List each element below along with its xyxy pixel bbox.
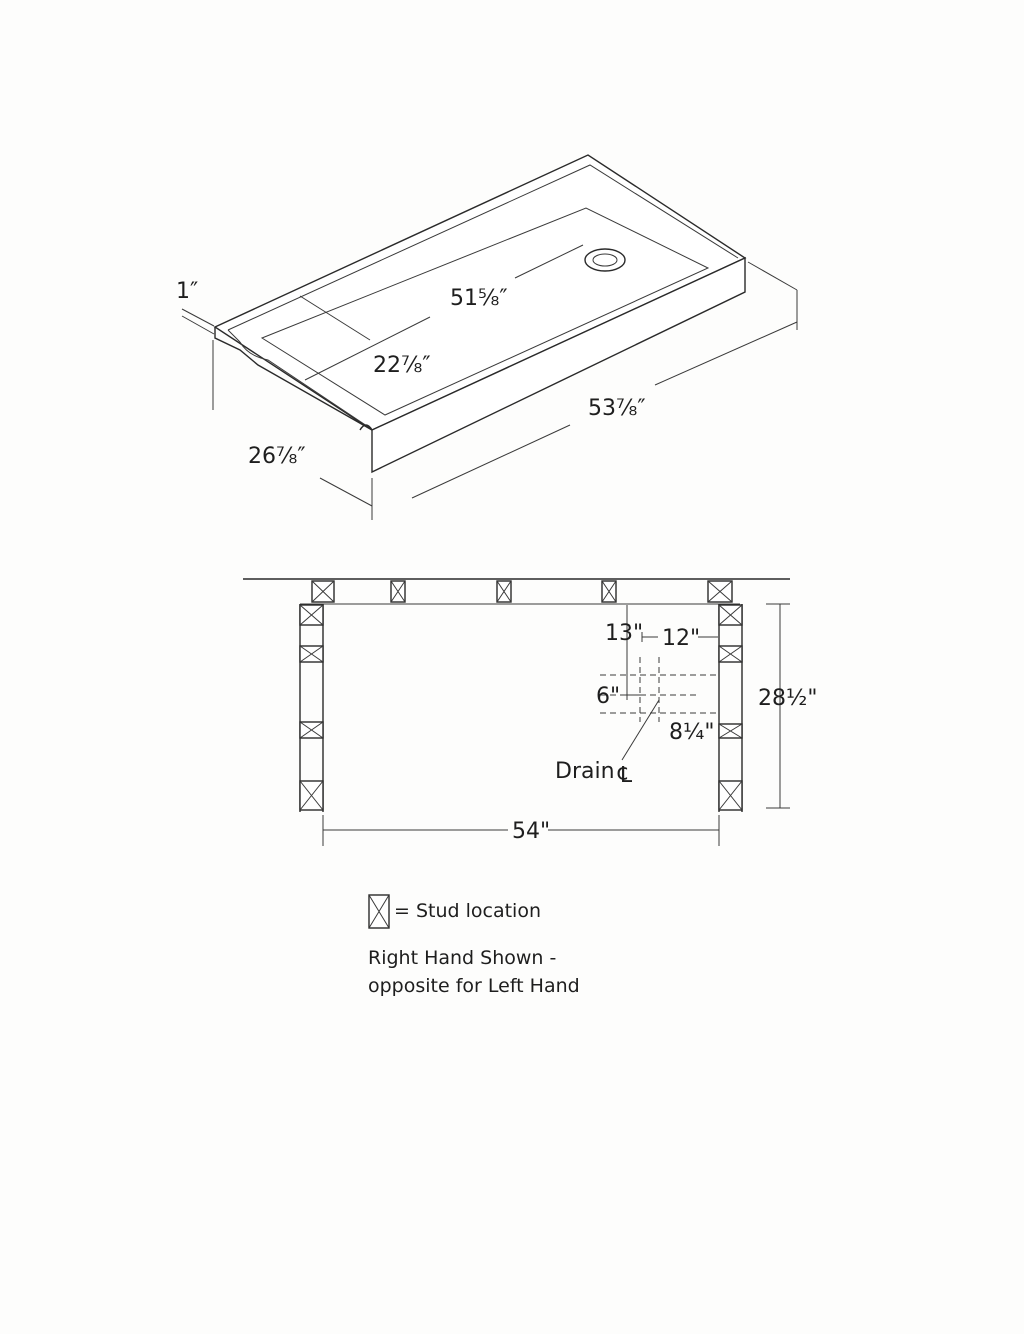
stud-icon (719, 781, 742, 810)
hand-note-line2: opposite for Left Hand (368, 975, 580, 997)
dim-rim-ext2 (182, 316, 214, 334)
stud-icon (300, 722, 323, 738)
dim-12-label: 12" (662, 626, 701, 651)
dim-outer-width-label: 26⅞″ (248, 444, 306, 469)
dim-width-label: 54" (512, 819, 551, 844)
stud-icon (719, 724, 742, 738)
stud-icon (708, 581, 732, 602)
dim-interior-length-label: 51⅝″ (450, 286, 508, 311)
drain-outer (585, 249, 625, 271)
legend-stud-text: = Stud location (394, 900, 541, 922)
dim-rim-label: 1″ (176, 279, 199, 304)
dim-13-label: 13" (605, 621, 644, 646)
stud-icon (300, 781, 323, 810)
stud-icon (719, 646, 742, 662)
dim-interior-width-label: 22⅞″ (373, 353, 431, 378)
dim-outer-length-line-b (655, 322, 797, 385)
stud-icon (312, 581, 334, 602)
dim-8-label: 8¼" (669, 720, 715, 745)
stud-icon (497, 581, 511, 602)
drain-centerline-symbol: ℄ (618, 763, 633, 788)
dim-6-label: 6" (596, 684, 621, 709)
dim-outer-length-ext-right2 (748, 262, 797, 290)
dim-outer-width-line (320, 478, 372, 506)
stud-icon (719, 605, 742, 625)
dim-depth-label: 28½" (758, 686, 818, 711)
dim-outer-length-label: 53⅞″ (588, 396, 646, 421)
stud-icon (391, 581, 405, 602)
dim-rim-ext1 (182, 309, 214, 326)
hand-note-line1: Right Hand Shown - (368, 947, 557, 969)
drain-label: Drain (555, 759, 615, 784)
stud-icon (369, 895, 389, 928)
stud-icon (300, 646, 323, 662)
stud-icon (602, 581, 616, 602)
stud-icon (300, 605, 323, 625)
